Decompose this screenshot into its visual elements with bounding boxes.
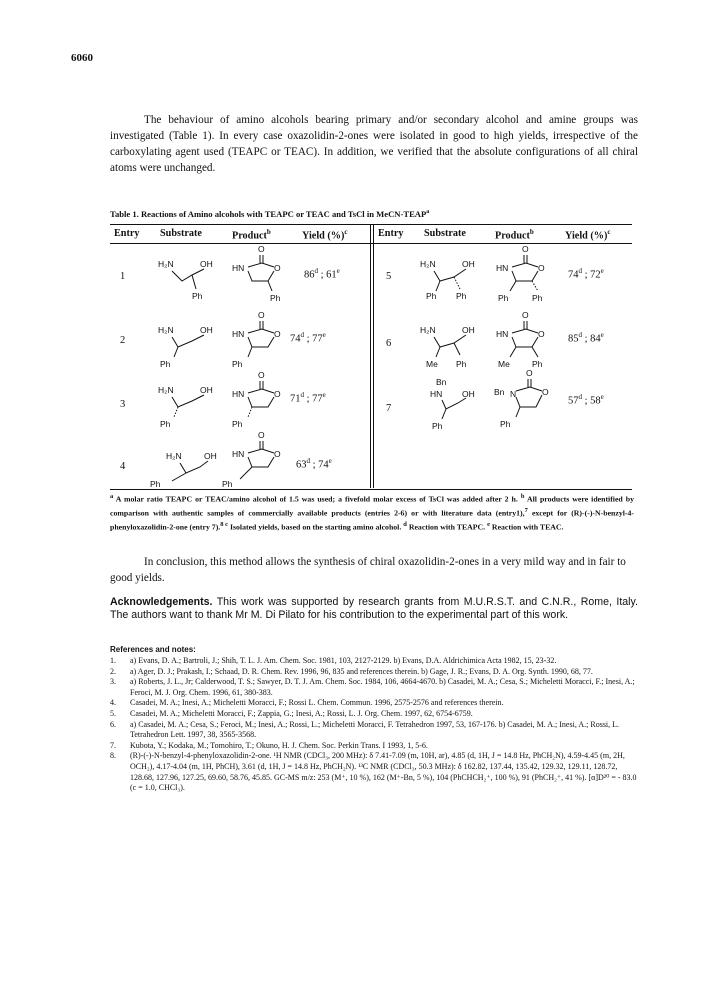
- yield-1-sep: ;: [318, 269, 327, 281]
- label-hn: HN: [232, 263, 245, 273]
- entry-4: 4: [120, 461, 126, 472]
- ref-text: Casadei, M. A.; Inesi, A.; Micheletti Moracci, F.; Rossi L. Chem. Commun. 1996, 2575-2576 and references therein.: [130, 698, 504, 708]
- yield-1-a-sup: d: [314, 267, 318, 275]
- entry-5: 5: [386, 271, 392, 282]
- header-product-2: [495, 228, 534, 241]
- ack-text: This work was supported by research grants from M.U.R.S.T. and C.N.R., Rome, Italy. The authors want to thank Mr M. Di Pilato for his contribution to the experimental part of this work.: [110, 596, 638, 621]
- fn-b-ref1: 7: [524, 507, 528, 515]
- reference-item: [110, 677, 640, 698]
- fn-c-mark: c: [223, 521, 229, 529]
- yield-7-b: 58: [590, 395, 601, 407]
- header-entry: Entry: [114, 228, 140, 239]
- entry-6: 6: [386, 338, 392, 349]
- yield-2-a: 74: [290, 333, 301, 345]
- page-number: 6060: [71, 52, 93, 64]
- ref-text: a) Casadei, M. A.; Cesa, S.; Feroci, M.; Inesi, A.; Rossi, L.; Micheletti Moracci, F. Tetrahedron 1997, 53, 167-176. b) Casadei, M. A.; Inesi, A.; Rossi, L. Tetrahedron Lett. 1997, 38, 3565-3568.: [130, 719, 620, 740]
- ref-number: 2.: [110, 666, 116, 676]
- reference-item: [110, 741, 640, 752]
- yield-4-a-sup: d: [306, 457, 310, 465]
- header-yield-text-2: Yield (%): [565, 230, 608, 242]
- yield-7-sep: ;: [582, 395, 591, 407]
- ref-number: 4.: [110, 698, 116, 708]
- yield-2-sep: ;: [304, 333, 313, 345]
- reference-item: [110, 667, 640, 678]
- label-ph: Ph: [232, 359, 243, 369]
- reference-item: [110, 698, 640, 709]
- reference-item: [110, 709, 640, 720]
- label-h2n: H₂N: [158, 259, 174, 269]
- yield-5-sep: ;: [582, 269, 591, 281]
- yield-6: [568, 331, 604, 345]
- label-hn: HN: [232, 389, 245, 399]
- header-yield: [302, 228, 347, 241]
- fn-b: All products were identified by comparison with authentic samples of commercially available products (entries 2-6) or with literature data (entry1),: [110, 494, 634, 518]
- conclusion-text: In conclusion, this method allows the synthesis of chiral oxazolidin-2-ones in a very mild way and in fair to good yields.: [110, 556, 626, 584]
- label-o: O: [526, 368, 533, 378]
- label-me: Me: [498, 359, 510, 369]
- substrate-7-structure: [416, 375, 486, 433]
- label-o: O: [258, 430, 265, 440]
- yield-3: [290, 391, 326, 405]
- yield-1: [304, 267, 340, 281]
- label-ph: Ph: [456, 291, 467, 301]
- label-bn: Bn: [436, 377, 447, 387]
- fn-a: A molar ratio TEAPC or TEAC/amino alcohol of 1.5 was used; a fivefold molar excess of TsCl was added after 2 h.: [113, 494, 521, 504]
- label-ph: Ph: [432, 421, 443, 431]
- table-caption: [110, 209, 429, 219]
- label-oh: OH: [200, 385, 213, 395]
- entry-2: 2: [120, 335, 126, 346]
- label-h2n: H₂N: [158, 385, 174, 395]
- label-ph: Ph: [192, 291, 203, 301]
- yield-7-a: 57: [568, 395, 579, 407]
- label-ph: Ph: [232, 419, 243, 429]
- yield-5: [568, 267, 604, 281]
- fn-e: Reaction with TEAC.: [489, 522, 564, 532]
- label-ph: Ph: [498, 293, 509, 303]
- ref-text: a) Evans, D. A.; Bartroli, J.; Shih, T. L. J. Am. Chem. Soc. 1981, 103, 2127-2129. b) Evans, D.A. Aldrichimica Acta 1982, 15, 23-32.: [130, 656, 557, 665]
- label-me: Me: [426, 359, 438, 369]
- fn-b-mark: b: [520, 493, 525, 500]
- label-ph: Ph: [222, 479, 233, 489]
- reference-item: [110, 656, 640, 667]
- header-product-text-2: Product: [495, 230, 530, 242]
- yield-4: [296, 457, 332, 471]
- ref-number: 1.: [110, 656, 116, 665]
- entry-3: 3: [120, 399, 126, 410]
- header-product-text: Product: [232, 230, 267, 242]
- label-ph: Ph: [150, 479, 161, 489]
- acknowledgements: [110, 596, 638, 621]
- label-h2n: H₂N: [420, 325, 436, 335]
- label-o-ring: O: [274, 449, 281, 459]
- label-oh: OH: [462, 389, 475, 399]
- label-ph: Ph: [532, 293, 543, 303]
- ref-text: a) Roberts, J. L., Jr; Calderwood, T. S.; Sawyer, D. T. J. Am. Chem. Soc. 1984, 106, 4664-4670. b) Casadei, M. A.; Cesa, S.; Micheletti Moracci, F.; Inesi, A.; Feroci, M. J. Org. Chem. 1996, 61, 380-383.: [130, 677, 635, 697]
- product-1-structure: [222, 243, 294, 309]
- yield-6-b-sup: e: [600, 331, 604, 339]
- label-o: O: [258, 370, 265, 380]
- yield-2-b: 77: [312, 333, 323, 345]
- label-ph: Ph: [456, 359, 467, 369]
- label-o: O: [522, 244, 529, 254]
- yield-1-b: 61: [326, 269, 337, 281]
- header-product-sup-2: b: [529, 228, 534, 236]
- yield-5-a: 74: [568, 269, 579, 281]
- substrate-1-structure: [154, 255, 224, 305]
- yield-4-a: 63: [296, 459, 307, 471]
- references-list: [110, 656, 640, 794]
- product-5-structure: [486, 243, 558, 309]
- label-ph: Ph: [532, 359, 543, 369]
- yield-2: [290, 331, 326, 345]
- header-product-sup: b: [266, 228, 271, 236]
- reference-item: [110, 751, 640, 793]
- fn-b-ref2: 8: [220, 521, 224, 529]
- ref-text: Casadei, M. A.; Micheletti Moracci, F.; Zappia, G.; Inesi, A.; Rossi, L. J. Org. Chem. 1997, 62, 6754-6759.: [130, 708, 473, 718]
- substrate-2-structure: [154, 321, 224, 371]
- yield-1-a: 86: [304, 269, 315, 281]
- label-o-ring: O: [538, 329, 545, 339]
- label-ph: Ph: [160, 419, 171, 429]
- ref-text: Kubota, Y.; Kodaka, M.; Tomohiro, T.; Okuno, H. J. Chem. Soc. Perkin Trans. I 1993, 1, 5-6.: [130, 740, 428, 750]
- fn-d: Reaction with TEAPC.: [406, 522, 488, 532]
- yield-7-a-sup: d: [578, 393, 582, 401]
- label-hn: HN: [232, 329, 245, 339]
- header-yield-sup-2: c: [607, 228, 611, 236]
- header-entry-2: Entry: [378, 228, 404, 239]
- fn-d-mark: d: [403, 521, 407, 529]
- entry-7: 7: [386, 403, 392, 414]
- yield-4-b: 74: [318, 459, 329, 471]
- table-header: [110, 225, 632, 244]
- label-hn: HN: [496, 263, 509, 273]
- header-yield-sup: c: [344, 228, 348, 236]
- substrate-3-structure: [154, 381, 224, 431]
- substrate-6-structure: [416, 321, 486, 371]
- product-3-structure: [222, 369, 294, 435]
- product-7-structure: [486, 367, 566, 433]
- yield-5-b: 72: [590, 269, 601, 281]
- label-o-ring: O: [274, 263, 281, 273]
- label-oh: OH: [462, 325, 475, 335]
- label-h2n: H₂N: [166, 451, 182, 461]
- label-oh: OH: [204, 451, 217, 461]
- conclusion-paragraph: [110, 554, 638, 586]
- yield-1-b-sup: e: [336, 267, 340, 275]
- label-ph: Ph: [426, 291, 437, 301]
- label-ph: Ph: [270, 293, 281, 303]
- fn-c: Isolated yields, based on the starting amino alcohol.: [228, 522, 404, 532]
- yield-7-b-sup: e: [600, 393, 604, 401]
- ref-number: 3.: [110, 677, 116, 687]
- ref-text: a) Ager, D. J.; Prakash, I.; Schaad, D. R. Chem. Rev. 1996, 96, 835 and references therein. b) Gage, J. R.; Evans, D. A. Org. Synth. 1990, 68, 77.: [130, 666, 593, 676]
- intro-paragraph: [110, 112, 638, 176]
- fn-e-mark: e: [487, 521, 490, 529]
- table-divider-2: [373, 225, 374, 488]
- header-yield-text: Yield (%): [302, 230, 345, 242]
- yield-6-a: 85: [568, 333, 579, 345]
- yield-3-a: 71: [290, 393, 301, 405]
- product-6-structure: [486, 309, 558, 375]
- yield-4-b-sup: e: [328, 457, 332, 465]
- label-o-ring: O: [538, 263, 545, 273]
- ref-text: (R)-(-)-N-benzyl-4-phenyloxazolidin-2-one. ¹H NMR (CDCl₃, 200 MHz): δ 7.41-7.09 (m, 10H, ar), 4.85 (d, 1H, J = 14.8 Hz, PhCH₂N), 4.59-4.45 (m, 2H, OCH₂), 4.17-4.04 (m, 1H, PhCH), 3.61 (d, 1H, J = 14.8 Hz, PhCH₂N). ¹³C NMR (CDCl₃, 50.3 MHz): δ 162.82, 137.44, 135.42, 129.32, 129.11, 128.72, 128.68, 127.96, 127.25, 69.60, 58.76, 45.85. GC-MS m/z: 253 (M⁺, 10 %), 162 (M⁺-Bn, 5 %), 104 (PhCHCH₂⁺, 100 %), 91 (PhCH₂⁺, 41 %). [α]D²⁰ = - 83.0 (c = 1.0, CHCl₃).: [130, 751, 637, 793]
- label-hn: HN: [232, 449, 245, 459]
- product-4-structure: [222, 429, 294, 489]
- label-oh: OH: [200, 325, 213, 335]
- label-hn: HN: [496, 329, 509, 339]
- label-oh: OH: [462, 259, 475, 269]
- ref-number: 7.: [110, 740, 116, 750]
- references-title: References and notes:: [110, 645, 196, 654]
- label-o: O: [258, 244, 265, 254]
- label-o-ring: O: [274, 389, 281, 399]
- entry-1: 1: [120, 271, 126, 282]
- yield-6-a-sup: d: [578, 331, 582, 339]
- fn-a-mark: a: [110, 493, 114, 500]
- label-ph: Ph: [500, 419, 511, 429]
- yield-6-b: 84: [590, 333, 601, 345]
- yield-3-b-sup: e: [322, 391, 326, 399]
- product-2-structure: [222, 309, 294, 375]
- ref-number: 8.: [110, 751, 116, 761]
- label-ph: Ph: [160, 359, 171, 369]
- table-caption-sup: a: [426, 209, 430, 216]
- intro-text: The behaviour of amino alcohols bearing primary and/or secondary alcohol and amine groups was investigated (Table 1). In every case oxazolidin-2-ones were isolated in good to high yields, irrespective of the carboxylating agent used (TEAPC or TEAC). In addition, we verified that the absolute configurations of all chiral atoms were unchanged.: [110, 114, 638, 174]
- reaction-table: [110, 224, 632, 490]
- yield-7: [568, 393, 604, 407]
- label-h2n: H₂N: [420, 259, 436, 269]
- yield-5-a-sup: d: [578, 267, 582, 275]
- label-o-ring: O: [542, 387, 549, 397]
- header-product: [232, 228, 271, 241]
- label-h2n: H₂N: [158, 325, 174, 335]
- header-substrate: Substrate: [160, 228, 202, 239]
- header-yield-2: [565, 228, 610, 241]
- yield-3-sep: ;: [304, 393, 313, 405]
- label-o: O: [258, 310, 265, 320]
- table-caption-text: Table 1. Reactions of Amino alcohols with TEAPC or TEAC and TsCl in MeCN-TEAP: [110, 209, 427, 219]
- fn-b2: except for (R)-(-)-N-benzyl-4-phenyloxazolidin-2-one (entry 7).: [110, 508, 634, 532]
- yield-6-sep: ;: [582, 333, 591, 345]
- reference-item: [110, 720, 640, 741]
- table-divider: [370, 225, 371, 488]
- yield-4-sep: ;: [310, 459, 319, 471]
- ref-number: 5.: [110, 708, 116, 718]
- ack-label: Acknowledgements.: [110, 596, 213, 608]
- substrate-4-structure: [146, 447, 224, 489]
- yield-3-a-sup: d: [300, 391, 304, 399]
- label-hn: HN: [430, 389, 443, 399]
- yield-2-b-sup: e: [322, 331, 326, 339]
- substrate-5-structure: [416, 255, 486, 305]
- header-substrate-2: Substrate: [424, 228, 466, 239]
- label-o: O: [522, 310, 529, 320]
- label-oh: OH: [200, 259, 213, 269]
- yield-5-b-sup: e: [600, 267, 604, 275]
- label-bn: Bn: [494, 387, 505, 397]
- ref-number: 6.: [110, 719, 116, 729]
- label-n: N: [510, 389, 517, 399]
- table-footnotes: [110, 491, 634, 533]
- yield-3-b: 77: [312, 393, 323, 405]
- label-o-ring: O: [274, 329, 281, 339]
- yield-2-a-sup: d: [300, 331, 304, 339]
